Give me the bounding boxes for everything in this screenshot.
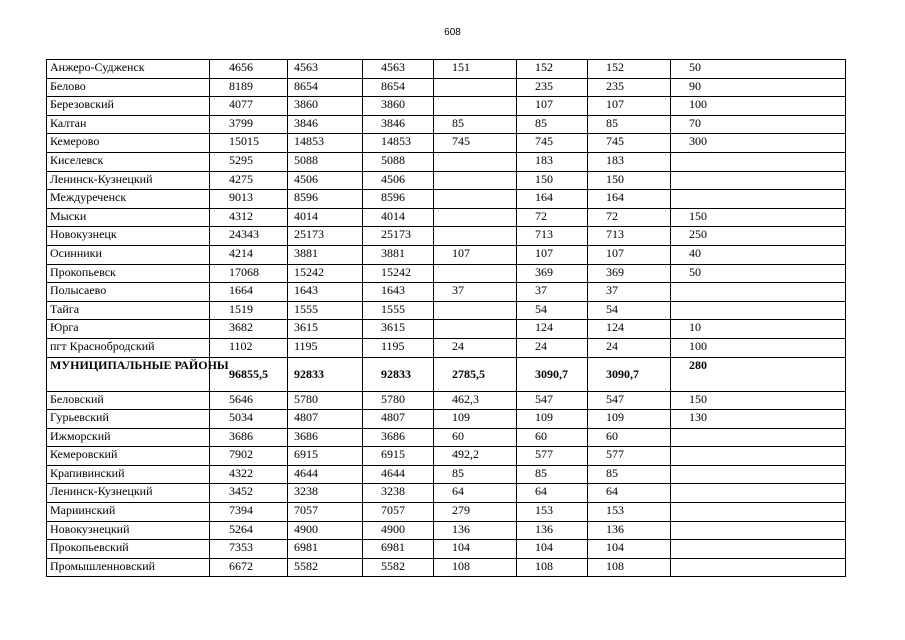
- row-name-cell: Прокопьевский: [47, 540, 210, 559]
- value-cell-c6: 153: [588, 503, 671, 522]
- value-cell-c3: 1643: [363, 283, 434, 302]
- value-cell-c3: 6915: [363, 447, 434, 466]
- value-cell-c7: [671, 428, 846, 447]
- value-cell-c4: 85: [434, 115, 517, 134]
- row-name-cell: Мариинский: [47, 503, 210, 522]
- value-cell-c4: 60: [434, 428, 517, 447]
- value-cell-c6: 152: [588, 60, 671, 79]
- value-cell-c7: 280: [671, 357, 846, 391]
- value-cell-c1: 1519: [210, 301, 288, 320]
- value-cell-c3: 14853: [363, 134, 434, 153]
- value-cell-c1: 6672: [210, 558, 288, 577]
- value-cell-c1: 96855,5: [210, 357, 288, 391]
- value-cell-c1: 3452: [210, 484, 288, 503]
- value-cell-c6: 150: [588, 171, 671, 190]
- value-cell-c2: 3686: [288, 428, 363, 447]
- row-name-cell: Анжеро-Судженск: [47, 60, 210, 79]
- value-cell-c4: 2785,5: [434, 357, 517, 391]
- value-cell-c7: [671, 503, 846, 522]
- value-cell-c4: [434, 190, 517, 209]
- value-cell-c2: 5088: [288, 152, 363, 171]
- value-cell-c5: 150: [517, 171, 588, 190]
- value-cell-c4: 109: [434, 410, 517, 429]
- value-cell-c2: 4644: [288, 465, 363, 484]
- table-row: [47, 558, 846, 577]
- value-cell-c4: [434, 171, 517, 190]
- value-cell-c7: 300: [671, 134, 846, 153]
- value-cell-c4: [434, 208, 517, 227]
- value-cell-c5: 183: [517, 152, 588, 171]
- value-cell-c6: 37: [588, 283, 671, 302]
- value-cell-c1: 4322: [210, 465, 288, 484]
- value-cell-c2: 1643: [288, 283, 363, 302]
- value-cell-c5: 64: [517, 484, 588, 503]
- value-cell-c2: 3846: [288, 115, 363, 134]
- value-cell-c4: 151: [434, 60, 517, 79]
- value-cell-c4: [434, 78, 517, 97]
- value-cell-c5: 85: [517, 115, 588, 134]
- row-name-cell: Крапивинский: [47, 465, 210, 484]
- value-cell-c6: 124: [588, 320, 671, 339]
- value-cell-c6: 369: [588, 264, 671, 283]
- value-cell-c7: [671, 540, 846, 559]
- value-cell-c7: [671, 152, 846, 171]
- value-cell-c7: [671, 283, 846, 302]
- table-row: [47, 152, 846, 171]
- table-row: [47, 301, 846, 320]
- table-row: [47, 134, 846, 153]
- table-row: [47, 320, 846, 339]
- value-cell-c6: 85: [588, 115, 671, 134]
- value-cell-c2: 6981: [288, 540, 363, 559]
- row-name-cell: Кемерово: [47, 134, 210, 153]
- value-cell-c1: 7353: [210, 540, 288, 559]
- value-cell-c5: 152: [517, 60, 588, 79]
- value-cell-c6: 108: [588, 558, 671, 577]
- value-cell-c6: 235: [588, 78, 671, 97]
- value-cell-c7: 10: [671, 320, 846, 339]
- row-name-cell: Осинники: [47, 245, 210, 264]
- row-name-cell: Мыски: [47, 208, 210, 227]
- value-cell-c4: 85: [434, 465, 517, 484]
- value-cell-c4: 492,2: [434, 447, 517, 466]
- value-cell-c3: 4900: [363, 521, 434, 540]
- value-cell-c6: 107: [588, 245, 671, 264]
- table-row: [47, 521, 846, 540]
- value-cell-c1: 5264: [210, 521, 288, 540]
- value-cell-c4: 279: [434, 503, 517, 522]
- value-cell-c1: 1102: [210, 338, 288, 357]
- value-cell-c2: 3238: [288, 484, 363, 503]
- value-cell-c6: 104: [588, 540, 671, 559]
- value-cell-c1: 3686: [210, 428, 288, 447]
- value-cell-c1: 4275: [210, 171, 288, 190]
- value-cell-c1: 7394: [210, 503, 288, 522]
- value-cell-c1: 5034: [210, 410, 288, 429]
- value-cell-c5: 547: [517, 391, 588, 410]
- value-cell-c5: 369: [517, 264, 588, 283]
- value-cell-c3: 92833: [363, 357, 434, 391]
- value-cell-c7: [671, 558, 846, 577]
- row-name-cell: Березовский: [47, 97, 210, 116]
- table-row: [47, 283, 846, 302]
- value-cell-c3: 7057: [363, 503, 434, 522]
- table-row: [47, 428, 846, 447]
- value-cell-c6: 183: [588, 152, 671, 171]
- value-cell-c1: 1664: [210, 283, 288, 302]
- row-name-cell: пгт Краснобродский: [47, 338, 210, 357]
- value-cell-c5: 54: [517, 301, 588, 320]
- value-cell-c1: 17068: [210, 264, 288, 283]
- row-name-cell: Промышленновский: [47, 558, 210, 577]
- table-row: [47, 245, 846, 264]
- value-cell-c3: 3238: [363, 484, 434, 503]
- value-cell-c6: 164: [588, 190, 671, 209]
- value-cell-c4: 104: [434, 540, 517, 559]
- value-cell-c2: 1555: [288, 301, 363, 320]
- value-cell-c7: [671, 521, 846, 540]
- value-cell-c6: 136: [588, 521, 671, 540]
- value-cell-c6: 107: [588, 97, 671, 116]
- value-cell-c2: 5780: [288, 391, 363, 410]
- value-cell-c3: 8596: [363, 190, 434, 209]
- table-row: [47, 227, 846, 246]
- value-cell-c5: 104: [517, 540, 588, 559]
- table-row: [47, 410, 846, 429]
- value-cell-c2: 25173: [288, 227, 363, 246]
- value-cell-c6: 577: [588, 447, 671, 466]
- table-row: [47, 115, 846, 134]
- value-cell-c6: 547: [588, 391, 671, 410]
- value-cell-c1: 15015: [210, 134, 288, 153]
- value-cell-c4: [434, 227, 517, 246]
- value-cell-c7: [671, 465, 846, 484]
- value-cell-c5: 3090,7: [517, 357, 588, 391]
- row-name-cell: Белово: [47, 78, 210, 97]
- page-number: 608: [444, 27, 461, 38]
- table-row: [47, 208, 846, 227]
- value-cell-c4: [434, 264, 517, 283]
- value-cell-c6: 24: [588, 338, 671, 357]
- value-cell-c2: 4900: [288, 521, 363, 540]
- table-row: [47, 171, 846, 190]
- value-cell-c7: 130: [671, 410, 846, 429]
- value-cell-c4: 745: [434, 134, 517, 153]
- value-cell-c5: 153: [517, 503, 588, 522]
- table-body: [47, 60, 846, 577]
- row-name-cell: Ленинск-Кузнецкий: [47, 484, 210, 503]
- value-cell-c1: 3682: [210, 320, 288, 339]
- value-cell-c7: 70: [671, 115, 846, 134]
- value-cell-c5: 124: [517, 320, 588, 339]
- value-cell-c2: 3860: [288, 97, 363, 116]
- value-cell-c6: 85: [588, 465, 671, 484]
- table-row: [47, 264, 846, 283]
- table-row: [47, 391, 846, 410]
- value-cell-c5: 109: [517, 410, 588, 429]
- value-cell-c6: 713: [588, 227, 671, 246]
- value-cell-c5: 136: [517, 521, 588, 540]
- value-cell-c2: 6915: [288, 447, 363, 466]
- value-cell-c7: 50: [671, 60, 846, 79]
- value-cell-c4: 37: [434, 283, 517, 302]
- table-row: [47, 78, 846, 97]
- value-cell-c4: 107: [434, 245, 517, 264]
- value-cell-c2: 15242: [288, 264, 363, 283]
- value-cell-c1: 5646: [210, 391, 288, 410]
- value-cell-c3: 3860: [363, 97, 434, 116]
- value-cell-c1: 9013: [210, 190, 288, 209]
- value-cell-c3: 5088: [363, 152, 434, 171]
- table-row: [47, 357, 846, 391]
- value-cell-c3: 4563: [363, 60, 434, 79]
- value-cell-c4: [434, 152, 517, 171]
- value-cell-c5: 60: [517, 428, 588, 447]
- value-cell-c7: 50: [671, 264, 846, 283]
- value-cell-c2: 14853: [288, 134, 363, 153]
- value-cell-c5: 577: [517, 447, 588, 466]
- table-row: [47, 484, 846, 503]
- value-cell-c5: 37: [517, 283, 588, 302]
- value-cell-c3: 25173: [363, 227, 434, 246]
- value-cell-c6: 109: [588, 410, 671, 429]
- value-cell-c7: 150: [671, 391, 846, 410]
- value-cell-c3: 4807: [363, 410, 434, 429]
- value-cell-c3: 5582: [363, 558, 434, 577]
- table-row: [47, 338, 846, 357]
- value-cell-c3: 3846: [363, 115, 434, 134]
- row-name-cell: Тайга: [47, 301, 210, 320]
- value-cell-c4: 462,3: [434, 391, 517, 410]
- row-name-cell: Киселевск: [47, 152, 210, 171]
- value-cell-c7: [671, 484, 846, 503]
- value-cell-c1: 4656: [210, 60, 288, 79]
- value-cell-c7: 90: [671, 78, 846, 97]
- row-name-cell: Ленинск-Кузнецкий: [47, 171, 210, 190]
- row-name-cell: Кемеровский: [47, 447, 210, 466]
- value-cell-c4: 64: [434, 484, 517, 503]
- value-cell-c2: 8654: [288, 78, 363, 97]
- value-cell-c2: 4506: [288, 171, 363, 190]
- table-row: [47, 447, 846, 466]
- value-cell-c3: 6981: [363, 540, 434, 559]
- value-cell-c3: 4506: [363, 171, 434, 190]
- table-row: [47, 465, 846, 484]
- value-cell-c3: 1195: [363, 338, 434, 357]
- value-cell-c2: 7057: [288, 503, 363, 522]
- value-cell-c3: 15242: [363, 264, 434, 283]
- table-row: [47, 97, 846, 116]
- row-name-cell: Прокопьевск: [47, 264, 210, 283]
- value-cell-c4: [434, 320, 517, 339]
- value-cell-c2: 4807: [288, 410, 363, 429]
- value-cell-c6: 745: [588, 134, 671, 153]
- value-cell-c7: [671, 301, 846, 320]
- row-name-cell: Новокузнецк: [47, 227, 210, 246]
- value-cell-c7: 250: [671, 227, 846, 246]
- value-cell-c7: 100: [671, 338, 846, 357]
- value-cell-c4: 108: [434, 558, 517, 577]
- value-cell-c7: [671, 447, 846, 466]
- value-cell-c1: 7902: [210, 447, 288, 466]
- value-cell-c2: 4563: [288, 60, 363, 79]
- value-cell-c5: 235: [517, 78, 588, 97]
- value-cell-c5: 85: [517, 465, 588, 484]
- value-cell-c7: [671, 171, 846, 190]
- row-name-cell: Новокузнецкий: [47, 521, 210, 540]
- row-name-cell: Междуреченск: [47, 190, 210, 209]
- table-row: [47, 190, 846, 209]
- value-cell-c3: 5780: [363, 391, 434, 410]
- value-cell-c2: 5582: [288, 558, 363, 577]
- value-cell-c5: 72: [517, 208, 588, 227]
- value-cell-c6: 54: [588, 301, 671, 320]
- value-cell-c5: 164: [517, 190, 588, 209]
- value-cell-c5: 108: [517, 558, 588, 577]
- value-cell-c1: 4077: [210, 97, 288, 116]
- row-name-cell: Ижморский: [47, 428, 210, 447]
- value-cell-c5: 745: [517, 134, 588, 153]
- table-row: [47, 503, 846, 522]
- value-cell-c5: 107: [517, 97, 588, 116]
- data-table: [46, 59, 846, 577]
- value-cell-c2: 1195: [288, 338, 363, 357]
- row-name-cell: МУНИЦИПАЛЬНЫЕ РАЙОНЫ: [47, 357, 210, 391]
- value-cell-c1: 5295: [210, 152, 288, 171]
- value-cell-c4: 136: [434, 521, 517, 540]
- value-cell-c3: 4644: [363, 465, 434, 484]
- value-cell-c5: 713: [517, 227, 588, 246]
- value-cell-c6: 3090,7: [588, 357, 671, 391]
- value-cell-c7: 150: [671, 208, 846, 227]
- table-row: [47, 540, 846, 559]
- value-cell-c2: 3881: [288, 245, 363, 264]
- value-cell-c3: 4014: [363, 208, 434, 227]
- value-cell-c3: 3881: [363, 245, 434, 264]
- value-cell-c1: 4214: [210, 245, 288, 264]
- row-name-cell: Полысаево: [47, 283, 210, 302]
- value-cell-c5: 107: [517, 245, 588, 264]
- value-cell-c2: 92833: [288, 357, 363, 391]
- value-cell-c6: 72: [588, 208, 671, 227]
- value-cell-c3: 1555: [363, 301, 434, 320]
- value-cell-c2: 4014: [288, 208, 363, 227]
- value-cell-c6: 64: [588, 484, 671, 503]
- value-cell-c1: 4312: [210, 208, 288, 227]
- value-cell-c7: [671, 190, 846, 209]
- table-row: [47, 60, 846, 79]
- value-cell-c7: 40: [671, 245, 846, 264]
- row-name-cell: Юрга: [47, 320, 210, 339]
- value-cell-c2: 8596: [288, 190, 363, 209]
- value-cell-c1: 3799: [210, 115, 288, 134]
- value-cell-c4: [434, 301, 517, 320]
- value-cell-c1: 24343: [210, 227, 288, 246]
- row-name-cell: Гурьевский: [47, 410, 210, 429]
- value-cell-c6: 60: [588, 428, 671, 447]
- value-cell-c7: 100: [671, 97, 846, 116]
- value-cell-c1: 8189: [210, 78, 288, 97]
- value-cell-c3: 3686: [363, 428, 434, 447]
- row-name-cell: Беловский: [47, 391, 210, 410]
- value-cell-c5: 24: [517, 338, 588, 357]
- value-cell-c3: 3615: [363, 320, 434, 339]
- value-cell-c2: 3615: [288, 320, 363, 339]
- value-cell-c4: 24: [434, 338, 517, 357]
- row-name-cell: Калтан: [47, 115, 210, 134]
- value-cell-c3: 8654: [363, 78, 434, 97]
- value-cell-c4: [434, 97, 517, 116]
